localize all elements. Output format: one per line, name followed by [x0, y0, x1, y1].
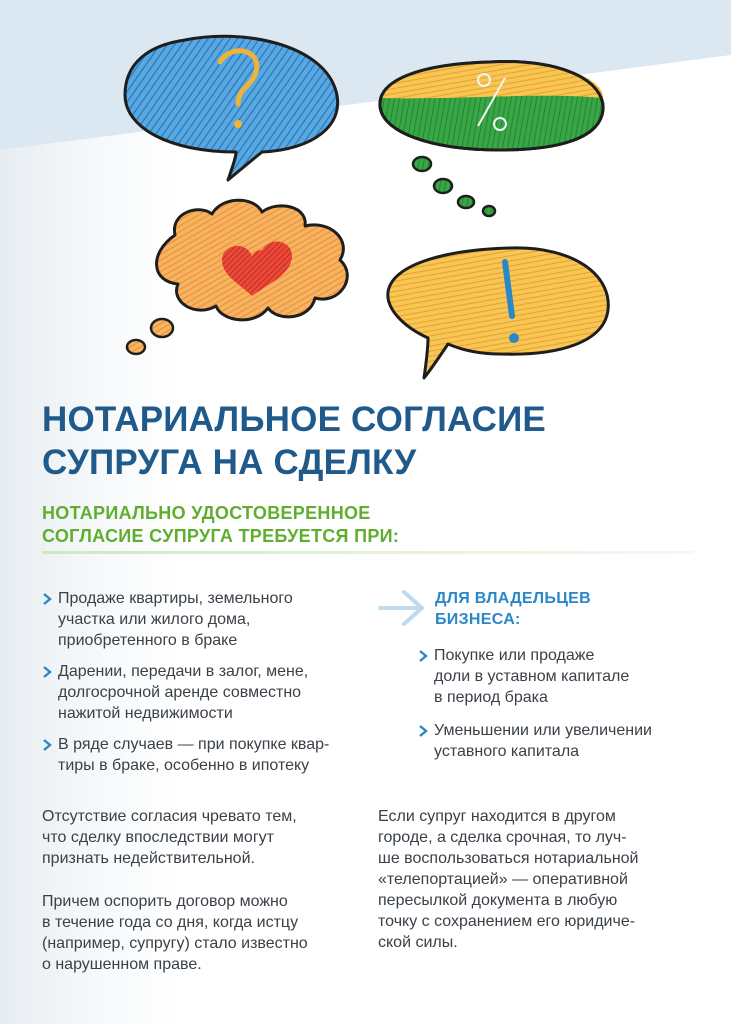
- business-cases-list: [434, 645, 714, 774]
- page-title: [42, 398, 702, 484]
- list-item: [58, 588, 378, 651]
- list-item-text: Покупке или продаже: [434, 647, 595, 664]
- list-item-text: нажитой недвижимости: [58, 705, 233, 722]
- speech-bubbles-illustration: [0, 0, 731, 390]
- section-subtitle-line-1: НОТАРИАЛЬНО УДОСТОВЕРЕННОЕ: [42, 503, 371, 523]
- chevron-right-icon: [40, 665, 54, 679]
- chevron-right-icon: [416, 724, 430, 738]
- paragraph-line: что сделку впоследствии могут: [42, 829, 274, 846]
- chevron-right-icon: [416, 649, 430, 663]
- section-subtitle: [42, 502, 702, 548]
- green-percent-bubble: [380, 62, 603, 216]
- paragraph-consequences: [42, 806, 372, 869]
- page-title-line-1: НОТАРИАЛЬНОЕ СОГЛАСИЕ: [42, 400, 546, 439]
- list-item: [434, 720, 714, 762]
- paragraph-line: в течение года со дня, когда истцу: [42, 914, 299, 931]
- paragraph-line: Если супруг находится в другом: [378, 808, 616, 825]
- business-heading-line-2: БИЗНЕСА:: [435, 611, 521, 628]
- paragraph-line: городе, а сделка срочная, то луч-: [378, 829, 627, 846]
- required-cases-list: [58, 588, 378, 786]
- list-item: [58, 734, 378, 776]
- list-item-text: в период брака: [434, 689, 548, 706]
- paragraph-line: (например, супругу) стало известно: [42, 935, 308, 952]
- business-heading-line-1: ДЛЯ ВЛАДЕЛЬЦЕВ: [435, 590, 592, 607]
- list-item-text: уставного капитала: [434, 743, 580, 760]
- page-title-line-2: СУПРУГА НА СДЕЛКУ: [42, 443, 417, 482]
- arrow-right-icon: [378, 588, 426, 628]
- paragraph-line: о нарушенном праве.: [42, 956, 202, 973]
- paragraph-line: признать недействительной.: [42, 850, 255, 867]
- list-item-text: приобретенного в браке: [58, 632, 238, 649]
- list-item-text: тиры в браке, особенно в ипотеку: [58, 757, 310, 774]
- yellow-exclamation-bubble: [388, 248, 608, 378]
- section-divider: [42, 551, 694, 554]
- list-item-text: Дарении, передачи в залог, мене,: [58, 663, 309, 680]
- paragraph-line: Причем оспорить договор можно: [42, 893, 288, 910]
- orange-heart-cloud: [127, 200, 347, 354]
- chevron-right-icon: [40, 592, 54, 606]
- paragraph-line: точку с сохранением его юридиче-: [378, 913, 636, 930]
- list-item: [58, 661, 378, 724]
- paragraph-line: пересылкой документа в любую: [378, 892, 618, 909]
- paragraph-line: «телепортацией» — оперативной: [378, 871, 628, 888]
- paragraph-line: ской силы.: [378, 934, 458, 951]
- list-item-text: Уменьшении или увеличении: [434, 722, 652, 739]
- paragraph-teleportation: [378, 806, 708, 953]
- paragraph-dispute-term: [42, 891, 372, 975]
- list-item-text: В ряде случаев — при покупке квар-: [58, 736, 330, 753]
- section-subtitle-line-2: СОГЛАСИЕ СУПРУГА ТРЕБУЕТСЯ ПРИ:: [42, 526, 400, 546]
- chevron-right-icon: [40, 738, 54, 752]
- list-item-text: участка или жилого дома,: [58, 611, 251, 628]
- business-owners-heading: [435, 588, 591, 630]
- paragraph-line: ше воспользоваться нотариальной: [378, 850, 639, 867]
- list-item-text: долгосрочной аренде совместно: [58, 684, 302, 701]
- list-item: [434, 645, 714, 708]
- blue-question-bubble: [125, 36, 338, 180]
- list-item-text: Продаже квартиры, земельного: [58, 590, 293, 607]
- paragraph-line: Отсутствие согласия чревато тем,: [42, 808, 297, 825]
- list-item-text: доли в уставном капитале: [434, 668, 630, 685]
